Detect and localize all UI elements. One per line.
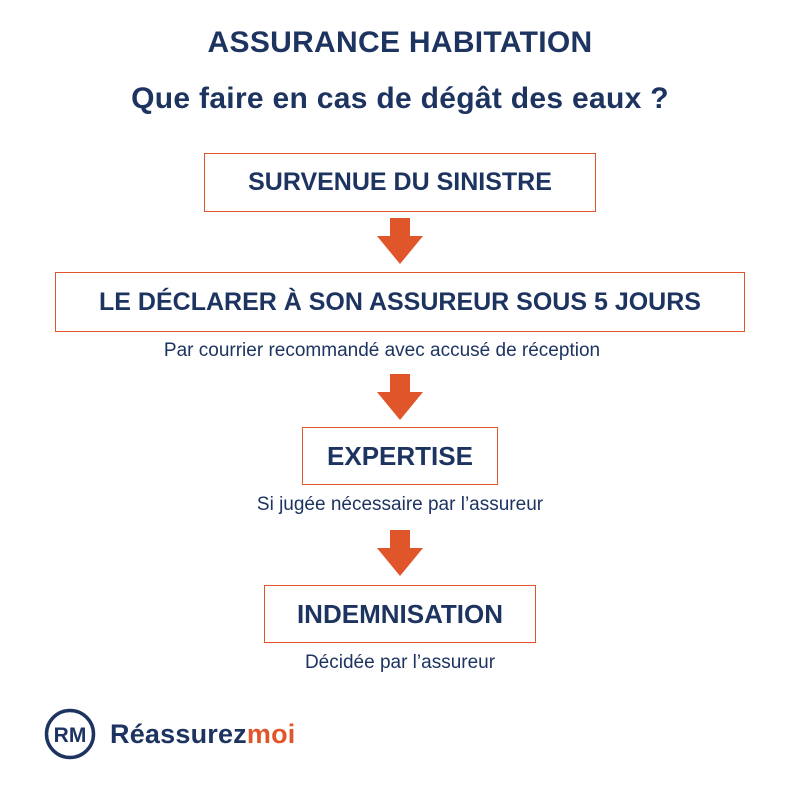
step-box-declaration: LE DÉCLARER À SON ASSUREUR SOUS 5 JOURS	[55, 272, 745, 332]
page-title: ASSURANCE HABITATION	[207, 26, 593, 59]
down-arrow-icon	[375, 372, 425, 422]
down-arrow-icon	[375, 216, 425, 266]
brand-name-part2: moi	[246, 718, 296, 749]
brand-name-part1: Réassurez	[110, 718, 247, 749]
brand-logo	[44, 708, 296, 760]
step-note-indemnisation: Décidée par l’assureur	[304, 652, 496, 673]
rm-monogram-icon	[44, 708, 96, 760]
step-note-expertise: Si jugée nécessaire par l’assureur	[256, 494, 544, 515]
brand-name	[110, 719, 296, 750]
svg-text:RM: RM	[53, 724, 87, 747]
step-note-declaration: Par courrier recommandé avec accusé de réception	[163, 340, 601, 361]
step-box-survenue: SURVENUE DU SINISTRE	[204, 153, 596, 212]
page-subtitle: Que faire en cas de dégât des eaux ?	[131, 82, 669, 115]
step-box-expertise: EXPERTISE	[302, 427, 498, 485]
down-arrow-icon	[375, 528, 425, 578]
step-box-indemnisation: INDEMNISATION	[264, 585, 536, 643]
